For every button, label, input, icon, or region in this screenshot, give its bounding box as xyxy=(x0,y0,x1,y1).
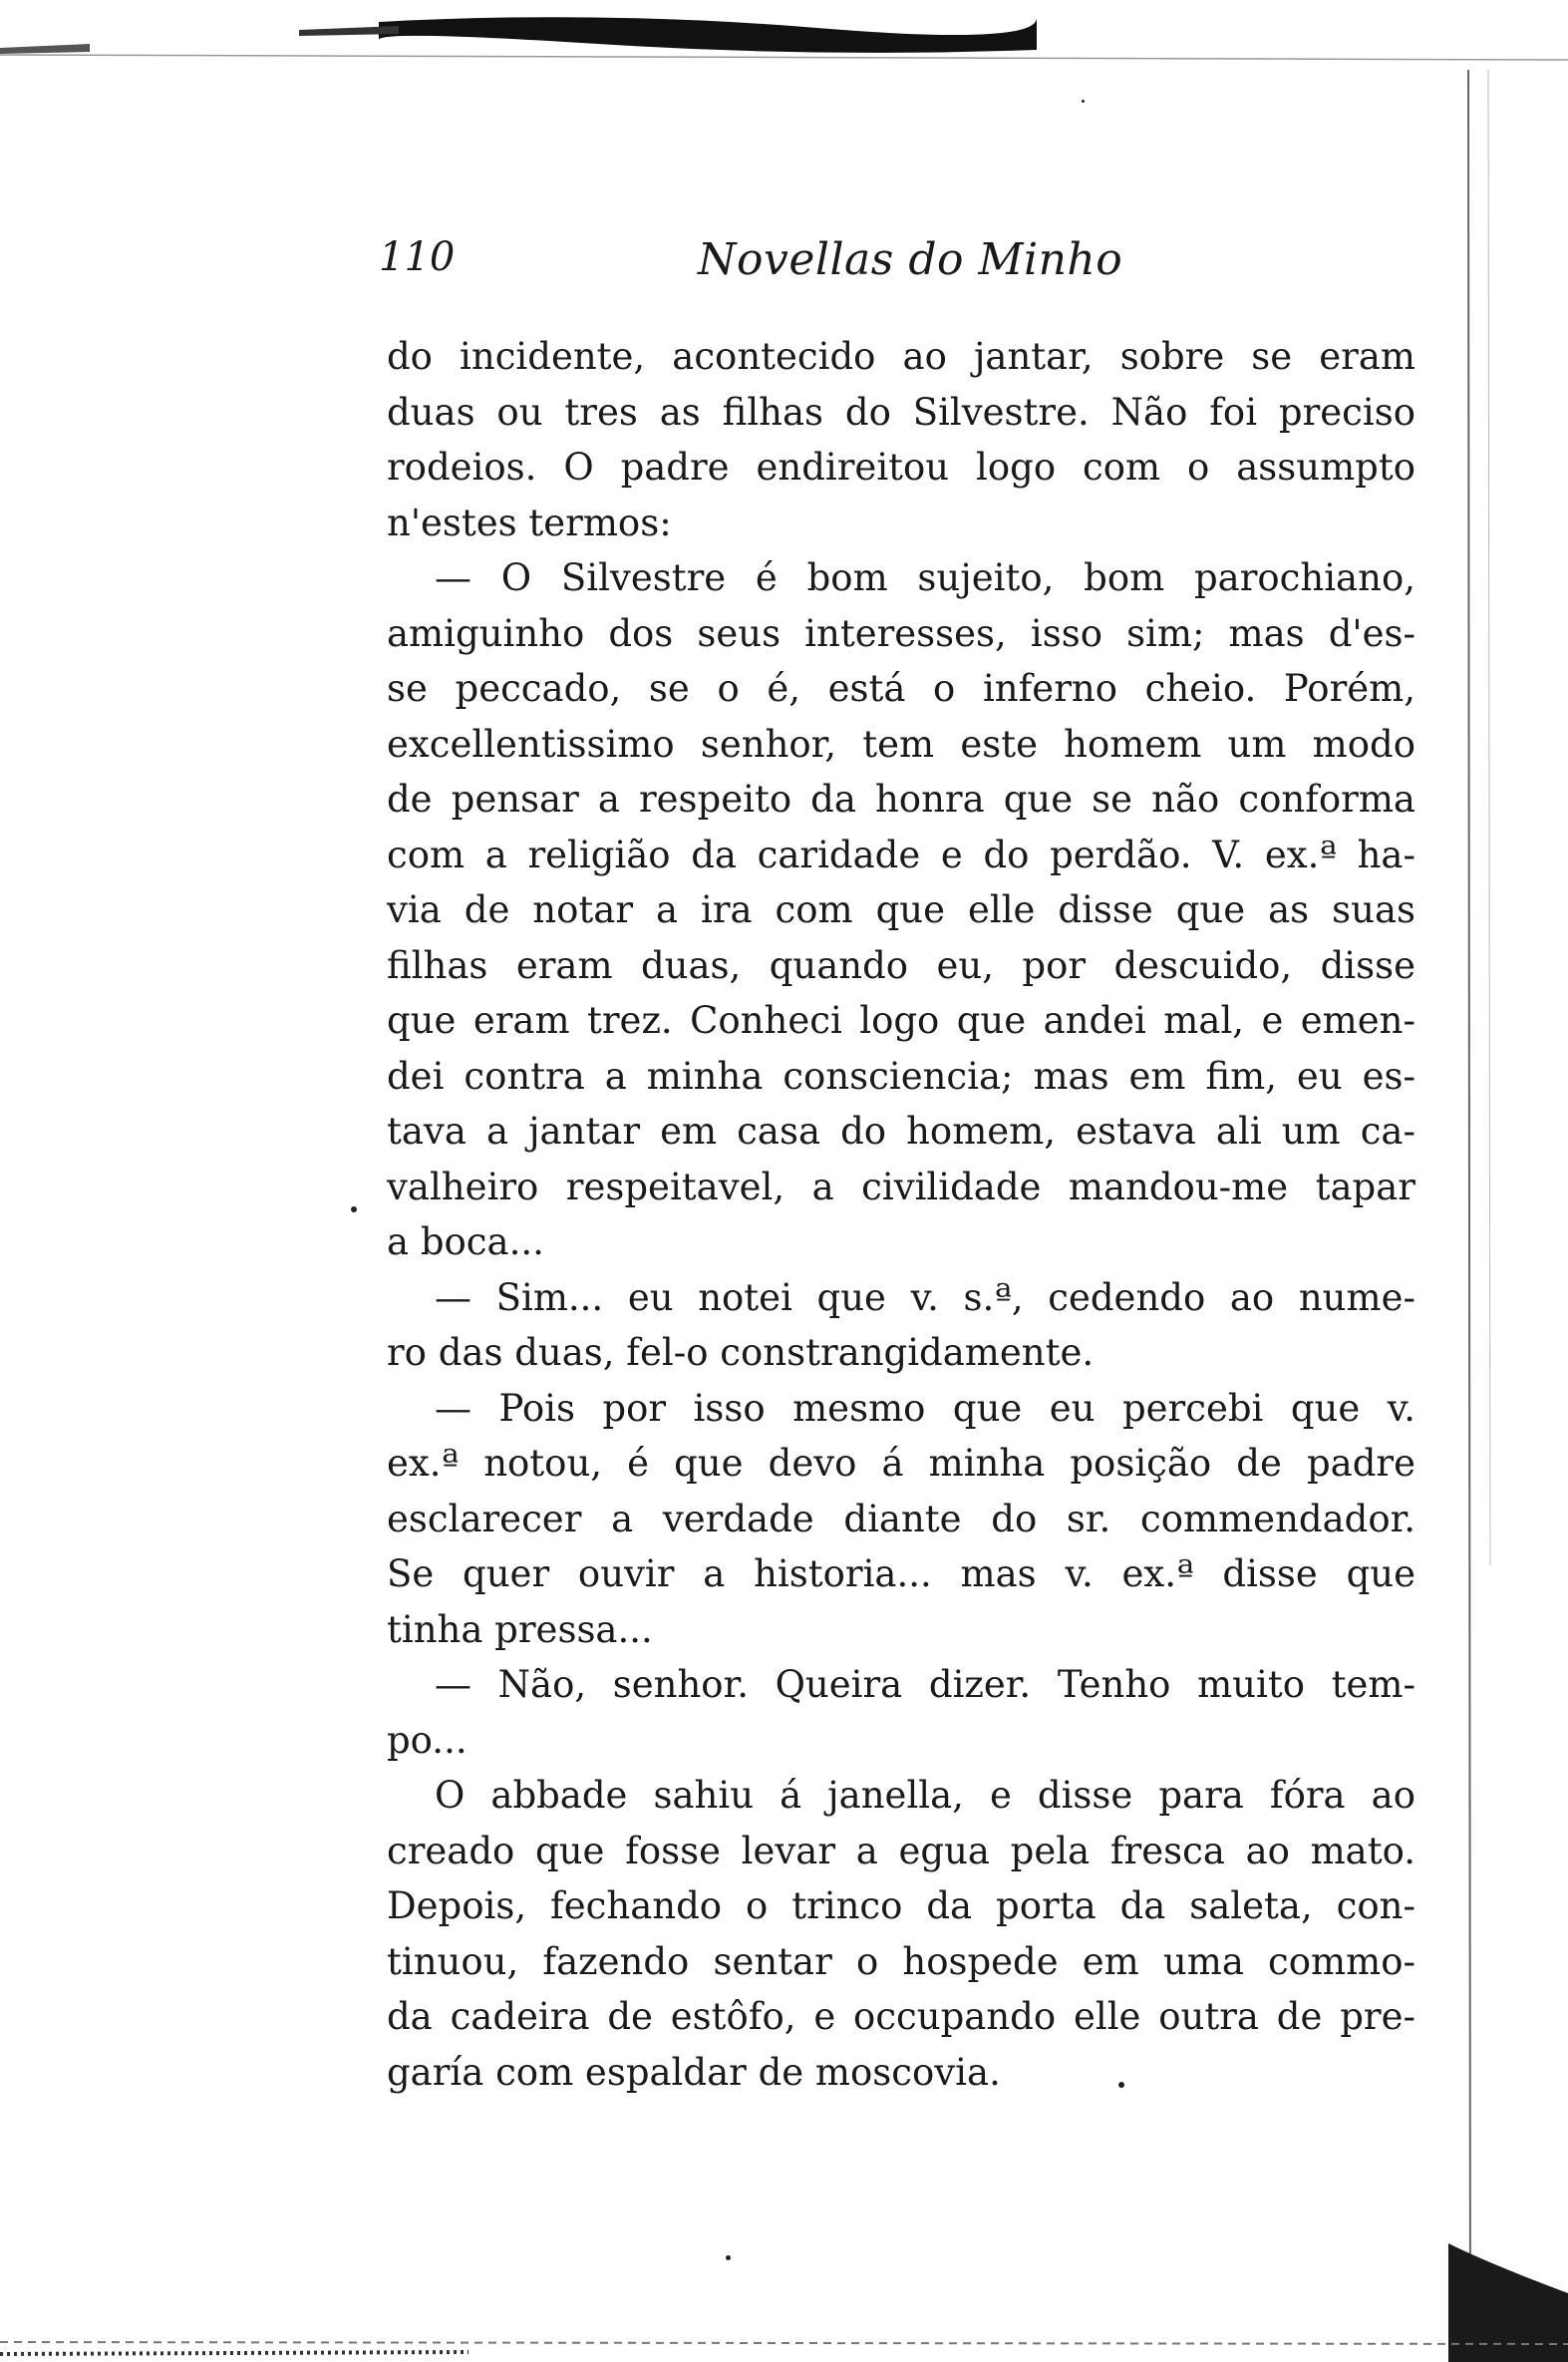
text-line: da cadeira de estôfo, e occupando elle outra de pre- xyxy=(387,1995,1415,2038)
text-line: ro das duas, fel-o constrangidamente. xyxy=(387,1331,1095,1374)
text-line: creado que fosse levar a egua pela fresca ao mato. xyxy=(387,1829,1415,1872)
running-title: Novellas do Minho xyxy=(698,234,1123,285)
text-line: valheiro respeitavel, a civilidade mandou-me tapar xyxy=(387,1165,1415,1208)
text-line: do incidente, acontecido ao jantar, sobre se eram xyxy=(387,335,1415,378)
text-line: excellentissimo senhor, tem este homem um modo xyxy=(387,722,1415,766)
text-line: dei contra a minha consciencia; mas em fim, eu es- xyxy=(387,1054,1415,1098)
text-line: rodeios. O padre endireitou logo com o assumpto xyxy=(387,446,1415,489)
text-line: via de notar a ira com que elle disse que as suas xyxy=(387,888,1415,931)
text-line: filhas eram duas, quando eu, por descuido, disse xyxy=(387,943,1415,987)
text-line: n'estes termos: xyxy=(387,501,672,544)
scan-speck xyxy=(351,1206,357,1212)
text-line: se peccado, se o é, está o inferno cheio. Porém, xyxy=(387,667,1415,710)
text-line: O abbade sahiu á janella, e disse para fóra ao xyxy=(435,1774,1415,1817)
text-line: duas ou tres as filhas do Silvestre. Não foi preciso xyxy=(387,390,1415,434)
text-line: — Sim... eu notei que v. s.ª, cedendo ao nume- xyxy=(435,1275,1415,1319)
text-line: esclarecer a verdade diante do sr. commendador. xyxy=(387,1497,1415,1540)
text-line: — O Silvestre é bom sujeito, bom parochiano, xyxy=(435,556,1415,599)
text-line: com a religião da caridade e do perdão. V. ex.ª ha- xyxy=(387,833,1415,876)
text-line: ex.ª notou, é que devo á minha posição de padre xyxy=(387,1442,1415,1485)
right-scan-edge xyxy=(1448,70,1568,2362)
text-line: que eram trez. Conheci logo que andei mal, e emen- xyxy=(387,999,1415,1042)
page-number: 110 xyxy=(379,234,456,280)
text-line: — Não, senhor. Queira dizer. Tenho muito tem- xyxy=(435,1663,1415,1706)
text-line: garía com espaldar de moscovia. xyxy=(387,2050,1001,2094)
scan-speck xyxy=(1118,2082,1124,2088)
text-line: a boca... xyxy=(387,1220,544,1263)
top-scan-edge xyxy=(0,0,1568,72)
body-text xyxy=(387,329,1415,2100)
text-line: Se quer ouvir a historia... mas v. ex.ª disse que xyxy=(387,1552,1415,1595)
bottom-scan-edge xyxy=(0,2322,1568,2362)
text-line: po... xyxy=(387,1718,468,1762)
scan-speck xyxy=(726,2255,731,2260)
text-line: — Pois por isso mesmo que eu percebi que v. xyxy=(435,1386,1415,1430)
text-line: Depois, fechando o trinco da porta da saleta, con- xyxy=(387,1884,1415,1927)
text-line: tava a jantar em casa do homem, estava ali um ca- xyxy=(387,1110,1415,1153)
text-line: tinuou, fazendo sentar o hospede em uma commo- xyxy=(387,1939,1415,1983)
text-line: tinha pressa... xyxy=(387,1607,653,1651)
page-header xyxy=(379,234,1376,294)
text-line: amiguinho dos seus interesses, isso sim; mas d'es- xyxy=(387,611,1415,655)
text-line: de pensar a respeito da honra que se não conforma xyxy=(387,778,1415,821)
scan-speck xyxy=(1082,100,1085,103)
